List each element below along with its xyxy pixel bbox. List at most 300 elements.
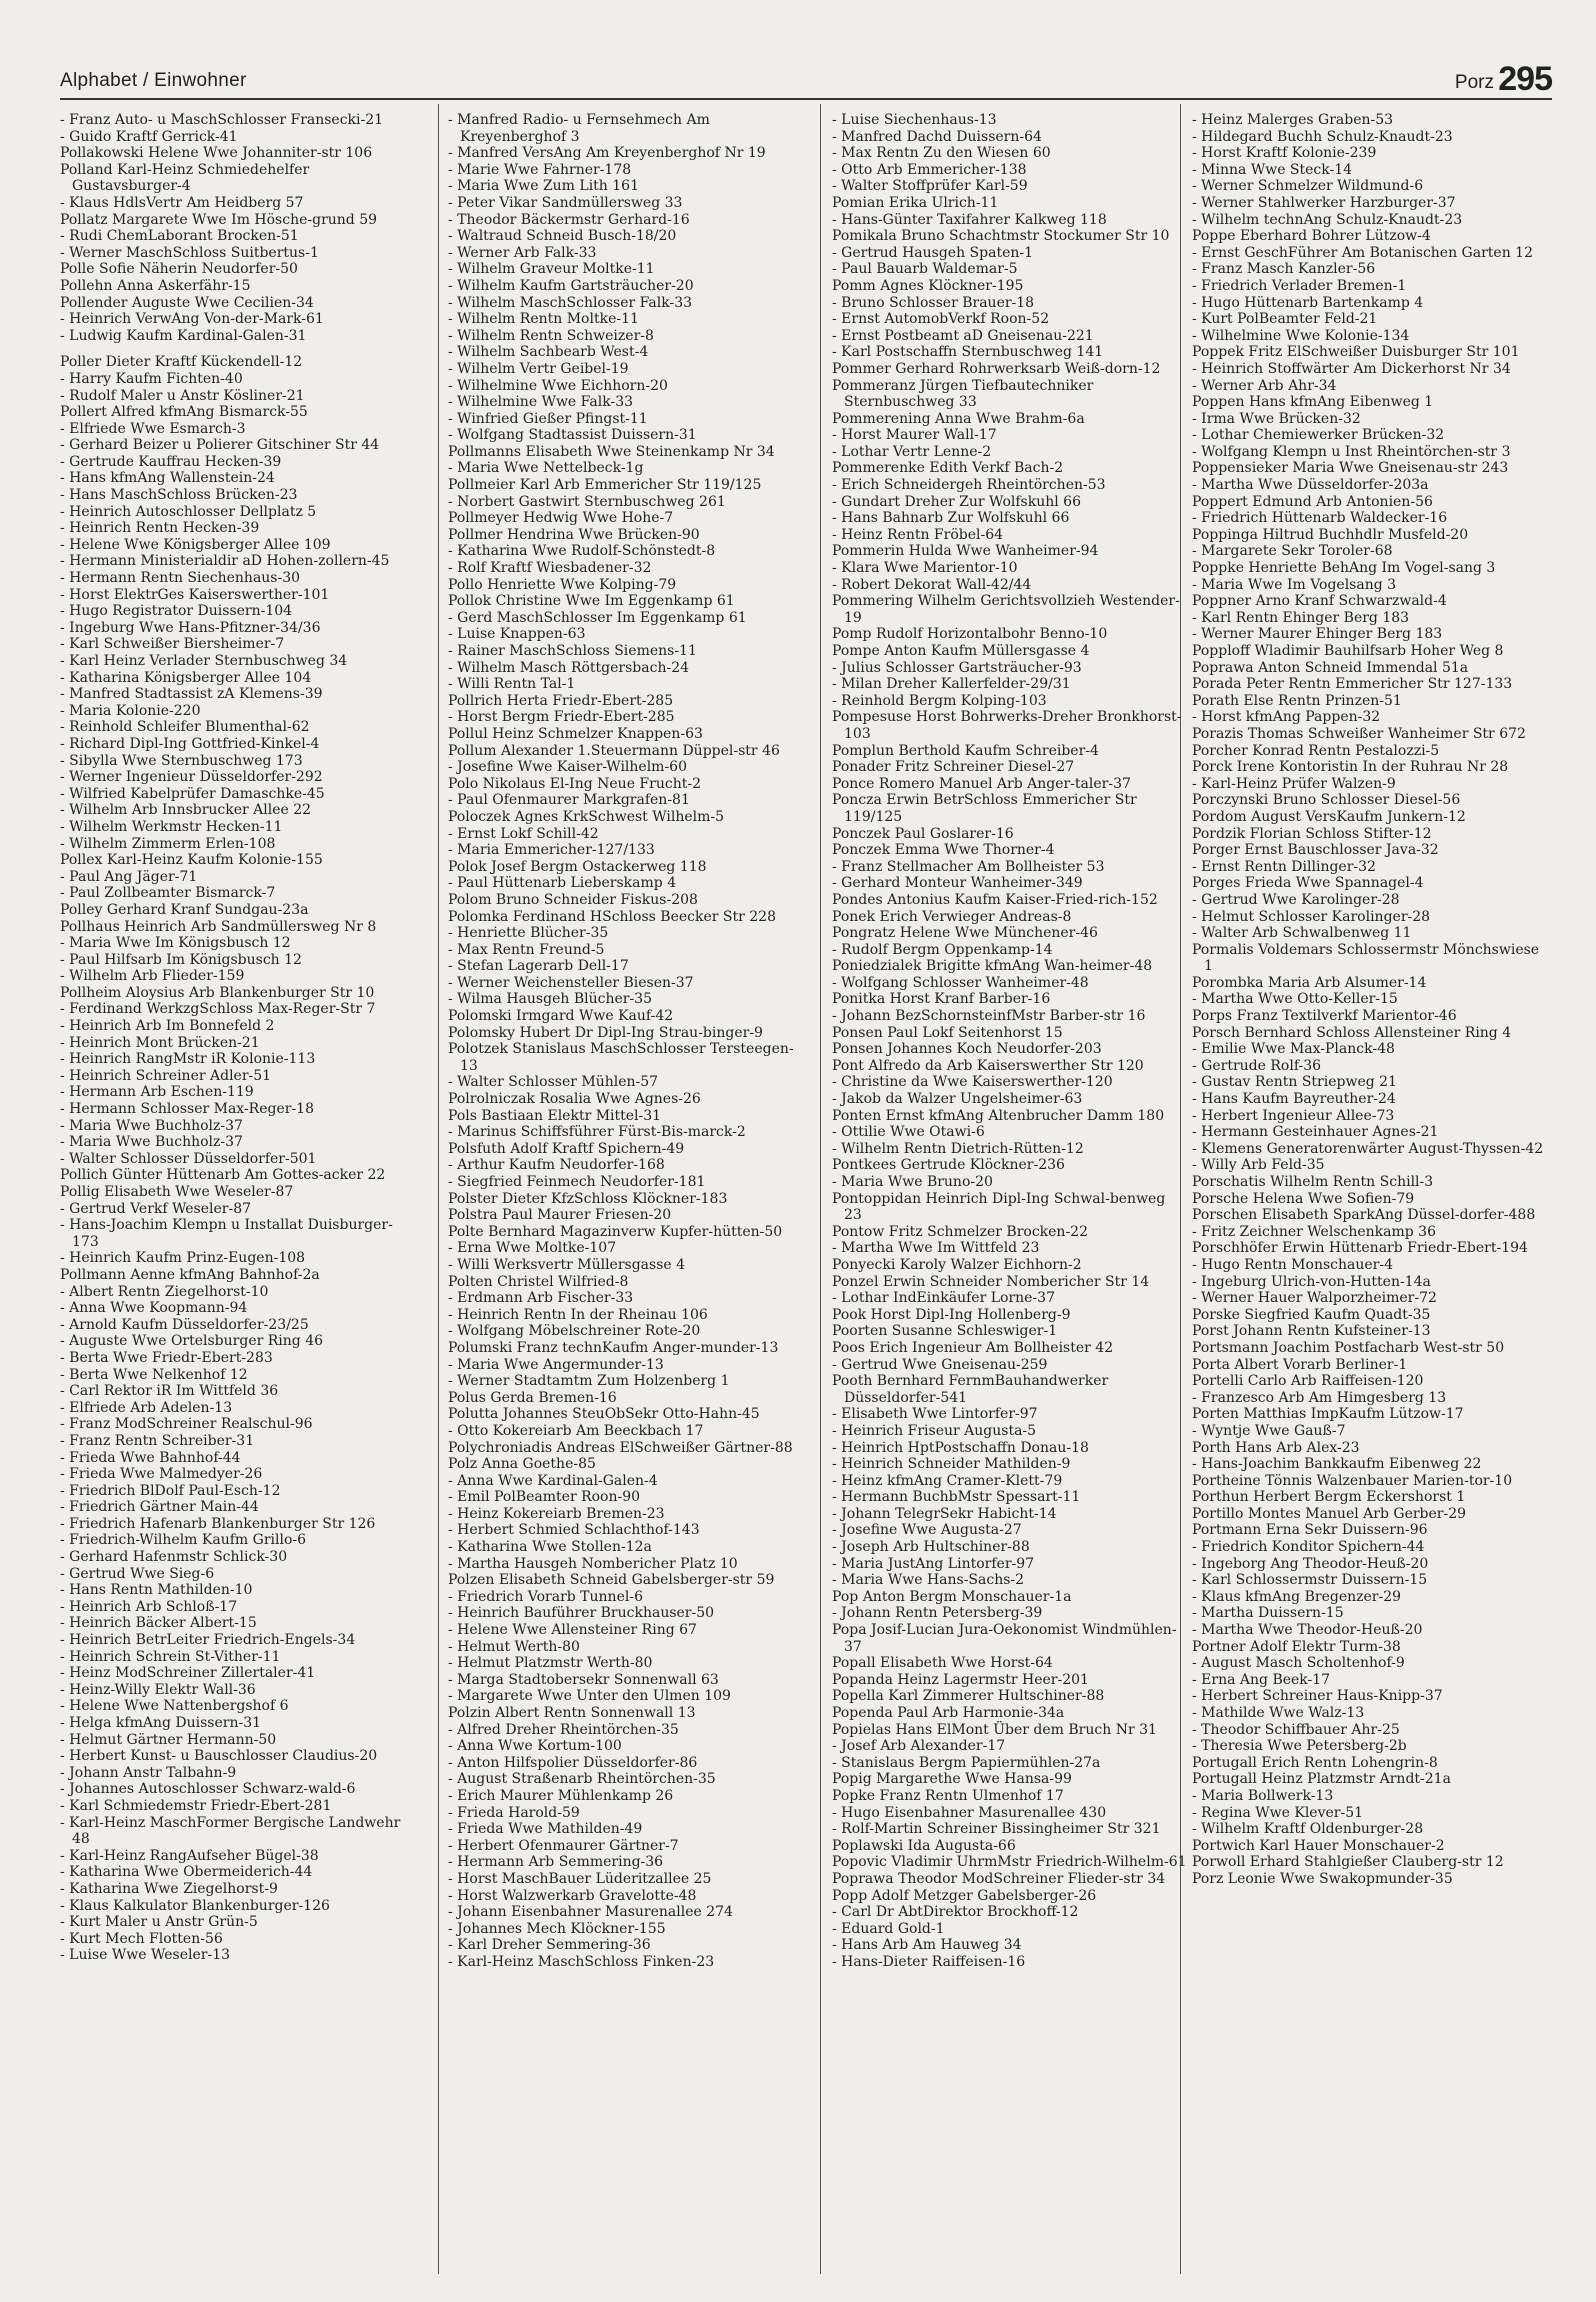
header-rule	[60, 98, 1552, 100]
directory-entry: Pongratz Helene Wwe Münchener-46	[832, 925, 1098, 942]
directory-entry: - Erich Schneidergeh Rheintörchen-53	[832, 477, 1106, 494]
directory-entry: - Helmut Platzmstr Werth-80	[448, 1655, 653, 1672]
directory-entry: - Siegfried Feinmech Neudorfer-181	[448, 1174, 706, 1190]
directory-entry: Pooth Bernhard FernmBauhandwerker Düsseldorfer-541	[832, 1373, 1109, 1406]
directory-entry: - Gerhard Monteur Wanheimer-349	[832, 875, 1083, 892]
directory-entry: - Lothar IndEinkäufer Lorne-37	[832, 1290, 1055, 1307]
directory-entry: - Klaus kfmAng Bregenzer-29	[1192, 1588, 1402, 1605]
directory-entry: Polsfuth Adolf Kraftf Spichern-49	[448, 1140, 685, 1157]
directory-entry: - Manfred VersAng Am Kreyenberghof Nr 19	[448, 145, 766, 162]
directory-entry: - Heinrich Bäcker Albert-15	[60, 1615, 257, 1632]
directory-entry: Poprawa Anton Schneid Immendal 51a	[1192, 659, 1469, 676]
directory-entry: - Walter Schlosser Mühlen-57	[448, 1074, 659, 1091]
directory-entry: Ponten Ernst kfmAng Altenbrucher Damm 180	[832, 1107, 1165, 1124]
directory-entry: Poppek Fritz ElSchweißer Duisburger Str 101	[1192, 344, 1520, 361]
directory-entry: - Hans-Günter Taxifahrer Kalkweg 118	[832, 211, 1107, 228]
directory-entry: Polten Christel Wilfried-8	[448, 1273, 629, 1290]
directory-entry: Pollum Alexander 1.Steuermann Düppel-str 46	[448, 742, 780, 759]
directory-entry: - Helmut Schlosser Karolinger-28	[1192, 908, 1431, 925]
directory-entry: Pollmer Hendrina Wwe Brücken-90	[448, 526, 700, 543]
directory-entry: Poorten Susanne Schleswiger-1	[832, 1323, 1058, 1340]
directory-entry: Porth Hans Arb Alex-23	[1192, 1439, 1360, 1456]
directory-entry: Pontow Fritz Schmelzer Brocken-22	[832, 1223, 1088, 1240]
directory-entry: - Herbert Ingenieur Allee-73	[1192, 1107, 1395, 1124]
directory-entry: - Wyntje Wwe Gauß-7	[1192, 1422, 1346, 1439]
directory-entry: - Ingeburg Ulrich-von-Hutten-14a	[1192, 1273, 1431, 1290]
directory-entry: - Franz Auto- u MaschSchlosser Fransecki-21	[60, 112, 384, 128]
directory-entry: - Hermann Gesteinhauer Agnes-21	[1192, 1124, 1439, 1141]
directory-entry: - Christine da Wwe Kaiserswerther-120	[832, 1074, 1113, 1091]
page-header	[60, 62, 1552, 102]
directory-entry: - Wilhelm Rentn Dietrich-Rütten-12	[832, 1140, 1084, 1157]
directory-entry: Porthun Herbert Bergm Eckershorst 1	[1192, 1489, 1466, 1506]
directory-entry: - Heinrich Autoschlosser Dellplatz 5	[60, 503, 317, 520]
directory-entry: - Ernst GeschFührer Am Botanischen Garten 12	[1192, 244, 1533, 261]
directory-entry: - Helmut Gärtner Hermann-50	[60, 1731, 277, 1748]
directory-entry: Pollender Auguste Wwe Cecilien-34	[60, 294, 314, 311]
directory-entry: - Lothar Vertr Lenne-2	[832, 443, 992, 460]
directory-entry: Pollheim Aloysius Arb Blankenburger Str 10	[60, 984, 375, 1001]
directory-entry: - Reinhold Schleifer Blumenthal-62	[60, 719, 310, 736]
directory-entry: - Maria Wwe Angermunder-13	[448, 1356, 664, 1373]
directory-entry: - Heinrich Rentn In der Rheinau 106	[448, 1306, 708, 1323]
directory-entry: Pomplun Berthold Kaufm Schreiber-4	[832, 742, 1099, 759]
directory-entry: Pollatz Margarete Wwe Im Hösche-grund 59	[60, 211, 378, 228]
directory-entry: - Norbert Gastwirt Sternbuschweg 261	[448, 493, 726, 510]
directory-entry: - Hermann Ministerialdir aD Hohen-zollern-45	[60, 553, 390, 570]
directory-entry: - Wilhelmine Wwe Eichhorn-20	[448, 377, 668, 394]
directory-entry: Pollmeier Karl Arb Emmericher Str 119/125	[448, 477, 762, 494]
directory-entry: - Walter Schlosser Düsseldorfer-501	[60, 1150, 317, 1167]
directory-entry: Ponczek Emma Wwe Thorner-4	[832, 842, 1055, 859]
section-title: Alphabet / Einwohner	[60, 70, 247, 91]
directory-entry: - Klemens Generatorenwärter August-Thyssen-42	[1192, 1140, 1544, 1157]
directory-entry: Poniedzialek Brigitte kfmAng Wan-heimer-48	[832, 958, 1153, 975]
directory-entry: - Heinrich Schrein St-Vither-11	[60, 1648, 281, 1665]
directory-entry: Porschatis Wilhelm Rentn Schill-3	[1192, 1174, 1434, 1190]
directory-entry: - Maria Bollwerk-13	[1192, 1787, 1334, 1804]
directory-entry: - August Masch Scholtenhof-9	[1192, 1655, 1405, 1672]
column-1	[60, 112, 415, 2292]
directory-entry: Popovic Vladimir UhrmMstr Friedrich-Wilhelm-61	[832, 1854, 1187, 1871]
directory-entry: Porwoll Erhard Stahlgießer Clauberg-str 12	[1192, 1854, 1504, 1871]
directory-entry: - Werner Stadtamtm Zum Holzenberg 1	[448, 1373, 730, 1390]
directory-entry: - Paul Ofenmaurer Markgrafen-81	[448, 792, 690, 809]
directory-entry: - Werner Arb Falk-33	[448, 244, 597, 261]
directory-entry: Polychroniadis Andreas ElSchweißer Gärtner-88	[448, 1439, 793, 1456]
directory-entry: - Guido Kraftf Gerrick-41	[60, 128, 238, 145]
directory-entry: - Frieda Harold-59	[448, 1804, 580, 1821]
directory-entry: - Marinus Schiffsführer Fürst-Bis-marck-2	[448, 1124, 746, 1141]
directory-entry: - Emilie Wwe Max-Planck-48	[1192, 1041, 1395, 1058]
directory-entry: - Hugo Eisenbahner Masurenallee 430	[832, 1804, 1107, 1821]
directory-entry: - Johann TelegrSekr Habicht-14	[832, 1505, 1057, 1522]
directory-entry: - Otto Kokereiarb Am Beeckbach 17	[448, 1422, 704, 1439]
directory-entry: - Stanislaus Bergm Papiermühlen-27a	[832, 1754, 1101, 1771]
directory-entry: - Auguste Wwe Ortelsburger Ring 46	[60, 1333, 324, 1350]
directory-entry: - Carl Rektor iR Im Wittfeld 36	[60, 1383, 279, 1400]
directory-entry: - Martha Hausgeh Nombericher Platz 10	[448, 1555, 738, 1572]
directory-entry: Poos Erich Ingenieur Am Bollheister 42	[832, 1339, 1114, 1356]
directory-entry: - Hans-Dieter Raiffeisen-16	[832, 1953, 1026, 1970]
directory-entry: - Karl Dreher Semmering-36	[448, 1937, 651, 1954]
directory-entry: Pollert Alfred kfmAng Bismarck-55	[60, 404, 308, 421]
directory-entry: Pollex Karl-Heinz Kaufm Kolonie-155	[60, 852, 323, 869]
directory-entry: - Reinhold Bergm Kolping-103	[832, 692, 1047, 709]
directory-entry: - Heinrich Rentn Hecken-39	[60, 520, 260, 537]
directory-entry: - Maria Wwe Hans-Sachs-2	[832, 1572, 1025, 1589]
directory-entry: Pommer Gerhard Rohrwerksarb Weiß-dorn-12	[832, 360, 1161, 377]
directory-entry: Pollmeyer Hedwig Wwe Hohe-7	[448, 510, 674, 527]
directory-entry: - Albert Rentn Ziegelhorst-10	[60, 1283, 269, 1300]
directory-entry: - Hans Rentn Mathilden-10	[60, 1582, 253, 1599]
directory-entry: Porges Frieda Wwe Spannagel-4	[1192, 875, 1424, 892]
directory-entry: - Luise Siechenhaus-13	[832, 112, 997, 128]
directory-entry: Pommerin Hulda Wwe Wanheimer-94	[832, 543, 1099, 560]
directory-entry: - Wilhelm Kaufm Gartsträucher-20	[448, 277, 694, 294]
directory-entry: - Walter Arb Schwalbenweg 11	[1192, 925, 1412, 942]
directory-entry: Poppke Henriette BehAng Im Vogel-sang 3	[1192, 560, 1496, 577]
directory-entry: - Maria Wwe Buchholz-37	[60, 1117, 243, 1134]
directory-entry: - Wilfried Kabelprüfer Damaschke-45	[60, 785, 325, 802]
directory-entry: Pollehn Anna Askerfähr-15	[60, 277, 251, 294]
directory-entry: - Wilhelm Sachbearb West-4	[448, 344, 649, 361]
directory-entry: Pontoppidan Heinrich Dipl-Ing Schwal-benweg 23	[832, 1190, 1166, 1224]
directory-entry: - Werner MaschSchloss Suitbertus-1	[60, 244, 319, 261]
directory-entry: - Wilhelm technAng Schulz-Knaudt-23	[1192, 211, 1463, 228]
directory-entry: Polzin Albert Rentn Sonnenwall 13	[448, 1705, 696, 1721]
directory-entry: Porombka Maria Arb Alsumer-14	[1192, 974, 1427, 991]
directory-entry: - Friedrich Vorarb Tunnel-6	[448, 1588, 643, 1605]
directory-entry: - Heinz Malerges Graben-53	[1192, 112, 1394, 128]
directory-entry: - Willi Rentn Tal-1	[448, 676, 576, 693]
directory-entry: Pontkees Gertrude Klöckner-236	[832, 1157, 1065, 1174]
directory-entry: Popanda Heinz Lagermstr Heer-201	[832, 1671, 1089, 1688]
directory-entry: - Hildegard Buchh Schulz-Knaudt-23	[1192, 128, 1453, 145]
directory-entry: - Katharina Wwe Ziegelhorst-9	[60, 1880, 278, 1897]
directory-entry: Portugall Heinz Platzmstr Arndt-21a	[1192, 1771, 1451, 1788]
directory-entry: - Heinrich Friseur Augusta-5	[832, 1422, 1037, 1439]
directory-entry: - Peter Vikar Sandmüllersweg 33	[448, 194, 683, 211]
directory-entry: - Johann BezSchornsteinfMstr Barber-str 16	[832, 1008, 1146, 1025]
directory-entry: - Heinrich Arb Schloß-17	[60, 1598, 238, 1615]
directory-entry: - Arthur Kaufm Neudorfer-168	[448, 1157, 665, 1174]
column-4	[1192, 112, 1547, 2292]
directory-entry: - Paul Hilfsarb Im Königsbusch 12	[60, 951, 302, 968]
directory-entry: - Otto Arb Emmericher-138	[832, 161, 1027, 178]
directory-entry: - Manfred Radio- u Fernsehmech Am Kreyenberghof 3	[448, 112, 710, 145]
directory-entry: - Karl Schweißer Biersheimer-7	[60, 636, 285, 653]
directory-entry: Popig Margarethe Wwe Hansa-99	[832, 1771, 1072, 1788]
directory-entry: - Minna Wwe Steck-14	[1192, 161, 1353, 178]
directory-entry: - Maria Wwe Im Vogelsang 3	[1192, 576, 1397, 593]
directory-entry: Pommering Wilhelm Gerichtsvollzieh Westender-19	[832, 593, 1180, 626]
directory-entry: - Wilhelm Kraftf Oldenburger-28	[1192, 1821, 1424, 1838]
directory-entry: - Marga Stadtobersekr Sonnenwall 63	[448, 1671, 719, 1688]
directory-entry: - Wilhelmine Wwe Kolonie-134	[1192, 327, 1410, 344]
directory-entry: - Horst Walzwerkarb Gravelotte-48	[448, 1887, 697, 1904]
directory-entry: Portwich Karl Hauer Monschauer-2	[1192, 1837, 1445, 1854]
directory-entry: Poller Dieter Kraftf Kückendell-12	[60, 354, 303, 371]
directory-entry: - Julius Schlosser Gartsträucher-93	[832, 659, 1082, 676]
directory-entry: - Berta Wwe Friedr-Ebert-283	[60, 1349, 273, 1366]
directory-entry: - Lothar Chemiewerker Brücken-32	[1192, 427, 1445, 444]
directory-entry: Pollmann Aenne kfmAng Bahnhof-2a	[60, 1266, 320, 1283]
directory-entry: - Friedrich Konditor Spichern-44	[1192, 1539, 1425, 1556]
directory-entry: Polok Josef Bergm Ostackerweg 118	[448, 858, 707, 875]
directory-entry: - Luise Wwe Weseler-13	[60, 1947, 231, 1964]
directory-entry: - Irma Wwe Brücken-32	[1192, 410, 1361, 427]
directory-entry: Pook Horst Dipl-Ing Hollenberg-9	[832, 1306, 1071, 1323]
directory-entry: - Heinz Kokereiarb Bremen-23	[448, 1505, 665, 1522]
directory-entry: - Karl Schmiedemstr Friedr-Ebert-281	[60, 1797, 332, 1814]
directory-entry: Porten Matthias ImpKaufm Lützow-17	[1192, 1406, 1464, 1423]
directory-entry: - Manfred Stadtassist zA Klemens-39	[60, 686, 323, 703]
directory-entry: - Wilhelm Zimmerm Erlen-108	[60, 835, 276, 852]
directory-entry: - Heinrich Schreiner Adler-51	[60, 1067, 272, 1084]
column-2	[448, 112, 803, 2292]
directory-entry: - Maria Wwe Nettelbeck-1g	[448, 460, 644, 477]
directory-entry: - Hugo Rentn Monschauer-4	[1192, 1256, 1393, 1273]
directory-entry: - Ferdinand WerkzgSchloss Max-Reger-Str 7	[60, 1001, 376, 1018]
directory-entry: - Maria Emmericher-127/133	[448, 842, 655, 859]
directory-entry: - Heinrich Arb Im Bonnefeld 2	[60, 1018, 275, 1035]
directory-entry: Porschhöfer Erwin Hüttenarb Friedr-Ebert-194	[1192, 1240, 1528, 1257]
directory-entry: Polstra Paul Maurer Friesen-20	[448, 1207, 672, 1224]
directory-entry: - Hermann Schlosser Max-Reger-18	[60, 1101, 314, 1118]
directory-entry: - Heinrich BetrLeiter Friedrich-Engels-34	[60, 1632, 356, 1649]
directory-entry: Polumski Franz technKaufm Anger-munder-13	[448, 1339, 779, 1356]
directory-entry: - Martha Wwe Im Wittfeld 23	[832, 1240, 1040, 1257]
directory-entry: Portsmann Joachim Postfacharb West-str 50	[1192, 1339, 1505, 1356]
directory-entry: - Helene Wwe Königsberger Allee 109	[60, 536, 331, 553]
directory-entry: - Paul Zollbeamter Bismarck-7	[60, 885, 276, 902]
directory-entry: - Manfred Dachd Duissern-64	[832, 128, 1042, 145]
directory-entry: - Heinrich RangMstr iR Kolonie-113	[60, 1051, 316, 1068]
directory-entry: - Wilhelm MaschSchlosser Falk-33	[448, 294, 693, 311]
directory-entry: Porta Albert Vorarb Berliner-1	[1192, 1356, 1408, 1373]
directory-entry: - Franz Stellmacher Am Bollheister 53	[832, 858, 1105, 875]
directory-entry: Pollok Christine Wwe Im Eggenkamp 61	[448, 593, 735, 610]
directory-entry: - Jakob da Walzer Ungelsheimer-63	[832, 1091, 1083, 1108]
directory-entry: Pollich Günter Hüttenarb Am Gottes-acker 22	[60, 1167, 386, 1184]
directory-entry: - Wilhelm Masch Röttgersbach-24	[448, 659, 690, 676]
directory-entry: - Hermann Rentn Siechenhaus-30	[60, 570, 301, 587]
directory-entry: Poppen Hans kfmAng Eibenweg 1	[1192, 394, 1434, 411]
directory-entry: - Luise Knappen-63	[448, 626, 586, 643]
directory-entry: - Friedrich Verlader Bremen-1	[1192, 277, 1407, 294]
directory-entry: Polrolniczak Rosalia Wwe Agnes-26	[448, 1091, 701, 1108]
directory-entry: - Friedrich-Wilhelm Kaufm Grillo-6	[60, 1532, 307, 1549]
city-name: Porz	[1454, 72, 1494, 93]
directory-entry: - Martha Wwe Otto-Keller-15	[1192, 991, 1398, 1008]
directory-entry: Porschen Elisabeth SparkAng Düssel-dorfer-488	[1192, 1207, 1536, 1224]
directory-entry: - Milan Dreher Kallerfelder-29/31	[832, 676, 1071, 693]
column-divider	[438, 104, 439, 2274]
directory-entry: - Heinrich Bauführer Bruckhauser-50	[448, 1605, 715, 1622]
column-divider	[820, 104, 821, 2274]
directory-entry: - Ernst Lokf Schill-42	[448, 825, 599, 842]
directory-entry: - Heinrich VerwAng Von-der-Mark-61	[60, 311, 324, 328]
directory-entry: - Wilhelm Werkmstr Hecken-11	[60, 818, 283, 835]
directory-entry: - Josef Arb Alexander-17	[832, 1738, 1006, 1755]
directory-entry: - Katharina Königsberger Allee 104	[60, 669, 312, 686]
directory-entry: - Theodor Schiffbauer Ahr-25	[1192, 1721, 1400, 1738]
directory-entry: Ponzel Erwin Schneider Nombericher Str 14	[832, 1273, 1150, 1290]
directory-entry: Polomski Irmgard Wwe Kauf-42	[448, 1008, 674, 1025]
directory-entry: - Herbert Kunst- u Bauschlosser Claudius-20	[60, 1748, 378, 1765]
directory-entry: Ponader Fritz Schreiner Diesel-27	[832, 759, 1075, 776]
directory-entry: - Ludwig Kaufm Kardinal-Galen-31	[60, 327, 307, 344]
directory-entry: - Wolfgang Schlosser Wanheimer-48	[832, 974, 1089, 991]
directory-entry: Poloczek Agnes KrkSchwest Wilhelm-5	[448, 808, 725, 825]
directory-entry: - Hans-Joachim Bankkaufm Eibenweg 22	[1192, 1456, 1482, 1473]
directory-entry: Pop Anton Bergm Monschauer-1a	[832, 1588, 1072, 1605]
directory-entry: - Maria Wwe Im Königsbusch 12	[60, 935, 291, 952]
directory-entry: Pordom August VersKaufm Junkern-12	[1192, 808, 1466, 825]
directory-entry: - Gundart Dreher Zur Wolfskuhl 66	[832, 493, 1081, 510]
directory-entry: - Arnold Kaufm Düsseldorfer-23/25	[60, 1316, 309, 1333]
directory-entry: - Werner Hauer Walporzheimer-72	[1192, 1290, 1437, 1307]
directory-entry: - Wolfgang Klempn u Inst Rheintörchen-str 3	[1192, 443, 1511, 460]
directory-entry: - Horst Maurer Wall-17	[832, 427, 997, 444]
directory-entry: Pollakowski Helene Wwe Johanniter-str 106	[60, 145, 373, 162]
directory-entry: - Heinrich Stoffwärter Am Dickerhorst Nr 34	[1192, 360, 1511, 377]
directory-entry: - Herbert Schmied Schlachthof-143	[448, 1522, 700, 1539]
directory-entry: Porps Franz Textilverkf Marientor-46	[1192, 1008, 1457, 1025]
directory-entry: Poncza Erwin BetrSchloss Emmericher Str 119/125	[832, 792, 1137, 825]
directory-entry: - Gertrude Kauffrau Hecken-39	[60, 453, 282, 470]
directory-entry: - Johann Anstr Talbahn-9	[60, 1764, 237, 1781]
directory-entry: - Klaus Kalkulator Blankenburger-126	[60, 1897, 330, 1914]
directory-entry: - Rainer MaschSchloss Siemens-11	[448, 643, 697, 659]
directory-entry: - Karl Postschaffn Sternbuschweg 141	[832, 344, 1104, 361]
directory-entry: - Richard Dipl-Ing Gottfried-Kinkel-4	[60, 735, 320, 752]
directory-entry: - Hans Kaufm Bayreuther-24	[1192, 1091, 1396, 1108]
directory-entry: - Karl-Heinz MaschFormer Bergische Landwehr 48	[60, 1814, 401, 1848]
directory-entry: - Karl-Heinz Prüfer Walzen-9	[1192, 775, 1396, 792]
directory-entry: - Walter Stoffprüfer Karl-59	[832, 178, 1028, 195]
directory-entry: Pommeranz Jürgen Tiefbautechniker Sternbuschweg 33	[832, 377, 1094, 411]
directory-entry: - Friedrich Hüttenarb Waldecker-16	[1192, 510, 1448, 527]
directory-entry: - Margarete Wwe Unter den Ulmen 109	[448, 1688, 731, 1705]
directory-entry: - Elfriede Wwe Esmarch-3	[60, 420, 246, 437]
directory-entry: Pompe Anton Kaufm Müllersgasse 4	[832, 643, 1090, 659]
directory-entry: - Friedrich Hafenarb Blankenburger Str 126	[60, 1515, 376, 1532]
directory-entry: - Klara Wwe Marientor-10	[832, 560, 1018, 577]
directory-entry: - Helene Wwe Allensteiner Ring 67	[448, 1622, 697, 1639]
directory-entry: Pordzik Florian Schloss Stifter-12	[1192, 825, 1432, 842]
directory-entry: - Franz Rentn Schreiber-31	[60, 1432, 255, 1449]
directory-entry: - Paul Ang Jäger-71	[60, 868, 198, 885]
directory-entry: - Wilhelm Graveur Moltke-11	[448, 261, 655, 278]
directory-entry: - Maria Wwe Buchholz-37	[60, 1134, 243, 1151]
directory-entry: - Rolf-Martin Schreiner Bissingheimer Str 321	[832, 1821, 1161, 1838]
directory-entry: - Werner Ingenieur Düsseldorfer-292	[60, 769, 323, 786]
directory-entry: - Kurt PolBeamter Feld-21	[1192, 311, 1378, 328]
directory-entry: - Gerhard Beizer u Polierer Gitschiner Str 44	[60, 437, 380, 454]
directory-entry: - Herbert Schreiner Haus-Knipp-37	[1192, 1688, 1443, 1705]
directory-entry: Portmann Erna Sekr Duissern-96	[1192, 1522, 1428, 1539]
directory-entry: Portner Adolf Elektr Turm-38	[1192, 1638, 1401, 1655]
directory-entry: - Gertrud Verkf Weseler-87	[60, 1200, 252, 1217]
directory-entry: Pommerenke Edith Verkf Bach-2	[832, 460, 1064, 477]
directory-entry: - Anton Hilfspolier Düsseldorfer-86	[448, 1754, 698, 1771]
directory-entry: - Maria Wwe Bruno-20	[832, 1174, 993, 1190]
directory-entry: - Heinz Rentn Fröbel-64	[832, 526, 1004, 543]
directory-entry: - Karl-Heinz MaschSchloss Finken-23	[448, 1953, 715, 1970]
directory-entry: - Wilhelmine Wwe Falk-33	[448, 394, 634, 411]
directory-entry: - Horst Bergm Friedr-Ebert-285	[448, 709, 675, 726]
directory-entry: Ponitka Horst Kranf Barber-16	[832, 991, 1051, 1008]
directory-entry: - Martha Wwe Düsseldorfer-203a	[1192, 477, 1429, 494]
directory-entry: - Gustav Rentn Striepweg 21	[1192, 1074, 1397, 1091]
directory-entry: - Carl Dr AbtDirektor Brockhoff-12	[832, 1904, 1079, 1921]
directory-entry: Polland Karl-Heinz Schmiedehelfer Gustavsburger-4	[60, 161, 310, 195]
directory-entry: - Franzesco Arb Am Himgesberg 13	[1192, 1389, 1447, 1406]
directory-entry: - Robert Dekorat Wall-42/44	[832, 576, 1032, 593]
directory-entry: - Werner Maurer Ehinger Berg 183	[1192, 626, 1443, 643]
directory-entry: Polte Bernhard Magazinverw Kupfer-hütten-50	[448, 1223, 783, 1240]
directory-entry: Poplawski Ida Augusta-66	[832, 1837, 1016, 1854]
directory-entry: Popp Adolf Metzger Gabelsberger-26	[832, 1887, 1097, 1904]
directory-entry: - Alfred Dreher Rheintörchen-35	[448, 1721, 679, 1738]
directory-entry: Pollo Henriette Wwe Kolping-79	[448, 576, 677, 593]
directory-entry: Porsch Bernhard Schloss Allensteiner Ring 4	[1192, 1024, 1512, 1041]
directory-entry: - Paul Bauarb Waldemar-5	[832, 261, 1018, 278]
directory-entry: - Wilhelm Arb Innsbrucker Allee 22	[60, 802, 312, 819]
directory-entry: - Wolfgang Möbelschreiner Rote-20	[448, 1323, 701, 1340]
directory-entry: - Paul Hüttenarb Lieberskamp 4	[448, 875, 677, 892]
directory-entry: - Hermann Arb Semmering-36	[448, 1854, 664, 1871]
directory-entry: - Hugo Registrator Duissern-104	[60, 603, 293, 620]
directory-entry: - Hermann BuchbMstr Spessart-11	[832, 1489, 1081, 1506]
directory-entry: - Gertrude Rolf-36	[1192, 1057, 1322, 1074]
directory-entry: Polzen Elisabeth Schneid Gabelsberger-str 59	[448, 1572, 775, 1589]
directory-entry: - Ernst Postbeamt aD Gneisenau-221	[832, 327, 1094, 344]
directory-entry: - Katharina Wwe Stollen-12a	[448, 1539, 652, 1556]
directory-entry: - Martha Duissern-15	[1192, 1605, 1344, 1622]
directory-entry: - Rudi ChemLaborant Brocken-51	[60, 228, 299, 245]
directory-entry: - Johann Rentn Petersberg-39	[832, 1605, 1043, 1622]
directory-entry: - Hans Bahnarb Zur Wolfskuhl 66	[832, 510, 1070, 527]
directory-entry: - Wilhelm Arb Flieder-159	[60, 968, 245, 985]
directory-entry: - Hans MaschSchloss Brücken-23	[60, 487, 298, 504]
directory-entry: - Frieda Wwe Bahnhof-44	[60, 1449, 241, 1466]
directory-entry: Porath Else Rentn Prinzen-51	[1192, 692, 1402, 709]
directory-entry: Pomm Agnes Klöckner-195	[832, 277, 1024, 294]
directory-entry: - Kurt Mech Flotten-56	[60, 1930, 223, 1947]
directory-entry: Portheine Tönnis Walzenbauer Marien-tor-10	[1192, 1472, 1513, 1489]
directory-entry: Porcher Konrad Rentn Pestalozzi-5	[1192, 742, 1440, 759]
directory-entry: - Theresia Wwe Petersberg-2b	[1192, 1738, 1407, 1755]
directory-entry: Polle Sofie Näherin Neudorfer-50	[60, 261, 298, 278]
directory-entry: - Joseph Arb Hultschiner-88	[832, 1539, 1030, 1556]
directory-entry: - Frieda Wwe Mathilden-49	[448, 1821, 643, 1838]
directory-entry: - Winfried Gießer Pfingst-11	[448, 410, 648, 427]
directory-entry: - Margarete Sekr Toroler-68	[1192, 543, 1393, 560]
directory-entry: - Berta Wwe Nelkenhof 12	[60, 1366, 248, 1383]
directory-entry: Ponczek Paul Goslarer-16	[832, 825, 1014, 842]
directory-entry: Polley Gerhard Kranf Sundgau-23a	[60, 901, 309, 918]
directory-entry: Ponsen Johannes Koch Neudorfer-203	[832, 1041, 1102, 1058]
directory-entry: Pomikala Bruno Schachtmstr Stockumer Str 10	[832, 228, 1170, 245]
directory-entry: - Wilhelm Vertr Geibel-19	[448, 360, 629, 377]
directory-entry: - Gerd MaschSchlosser Im Eggenkamp 61	[448, 609, 747, 626]
directory-entry: Popenda Paul Arb Harmonie-34a	[832, 1705, 1065, 1721]
directory-entry: - Erdmann Arb Fischer-33	[448, 1290, 634, 1307]
directory-entry: Portugall Erich Rentn Lohengrin-8	[1192, 1754, 1438, 1771]
